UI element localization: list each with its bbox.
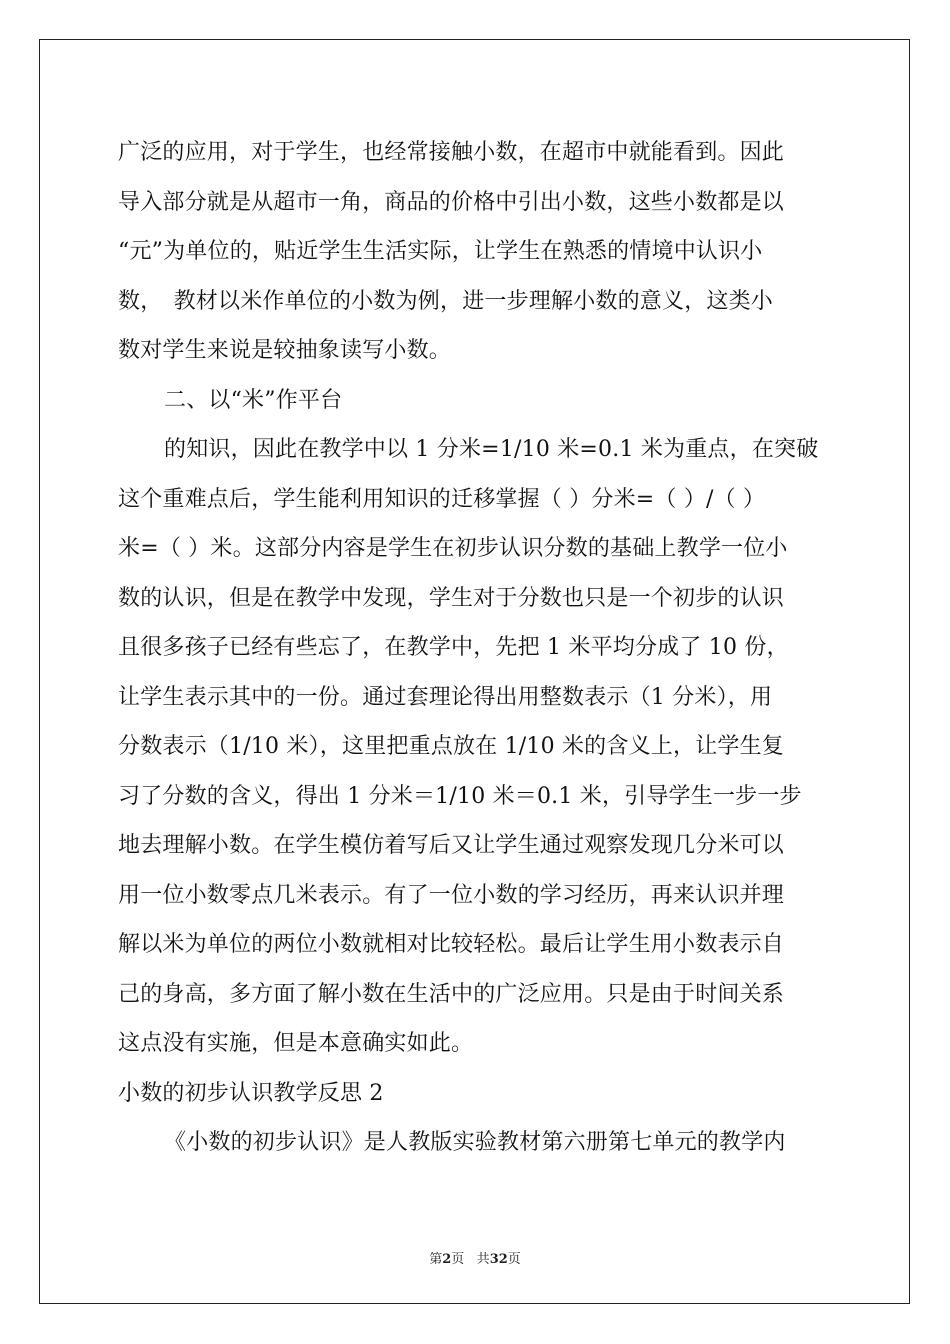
article-title: 小数的初步认识教学反思 2 [118, 1080, 384, 1106]
text-line: 且很多孩子已经有些忘了，在教学中，先把 1 米平均分成了 10 份， [118, 635, 789, 660]
text-line: 导入部分就是从超市一角，商品的价格中引出小数，这些小数都是以 [118, 189, 785, 215]
text-line: 习了分数的含义，得出 1 分米＝1/10 米＝0.1 米，引导学生一步一步 [118, 783, 802, 809]
text-line: 广泛的应用，对于学生，也经常接触小数，在超市中就能看到。因此 [118, 140, 785, 165]
document-body [118, 128, 832, 1168]
footer-total-pages: 32 [489, 1252, 508, 1267]
text-line: 这点没有实施，但是本意确实如此。 [118, 1031, 474, 1056]
text-line: 数的认识，但是在教学中发现，学生对于分数也只是一个初步的认识 [118, 585, 785, 611]
text-line: 己的身高，多方面了解小数在生活中的广泛应用。只是由于时间关系 [118, 981, 785, 1007]
text-line: 数对学生来说是较抽象读写小数。 [118, 338, 452, 363]
text-line: “元”为单位的，贴近学生生活实际，让学生在熟悉的情境中认识小 [118, 239, 763, 264]
text-line: 这个重难点后，学生能利用知识的迁移掌握（ ）分米=（ ）/（ ） [118, 486, 766, 512]
text-line: 让学生表示其中的一份。通过套理论得出用整数表示（1 分米），用 [118, 684, 773, 710]
footer-total-suffix: 页 [507, 1252, 521, 1267]
text-line: 分数表示（1/10 米），这里把重点放在 1/10 米的含义上，让学生复 [118, 734, 784, 759]
footer-page-prefix: 第 [429, 1252, 443, 1267]
footer-page-number: 2 [442, 1252, 452, 1267]
text-line: 用一位小数零点几米表示。有了一位小数的学习经历，再来认识并理 [118, 882, 785, 908]
text-line: 《小数的初步认识》是人教版实验教材第六册第七单元的教学内 [164, 1130, 786, 1155]
page-footer [0, 1248, 950, 1267]
section-heading: 二、以“米”作平台 [164, 387, 343, 413]
footer-page-suffix: 页 [451, 1252, 465, 1267]
text-line: 的知识，因此在教学中以 1 分米=1/10 米=0.1 米为重点，在突破 [164, 437, 819, 462]
text-line: 解以米为单位的两位小数就相对比较轻松。最后让学生用小数表示自 [118, 932, 785, 957]
footer-total-prefix: 共 [476, 1252, 490, 1267]
text-line: 米=（ ）米。这部分内容是学生在初步认识分数的基础上教学一位小 [118, 536, 788, 561]
text-line: 地去理解小数。在学生模仿着写后又让学生通过观察发现几分米可以 [118, 833, 785, 858]
text-line: 数， 教材以米作单位的小数为例，进一步理解小数的意义，这类小 [118, 288, 774, 314]
